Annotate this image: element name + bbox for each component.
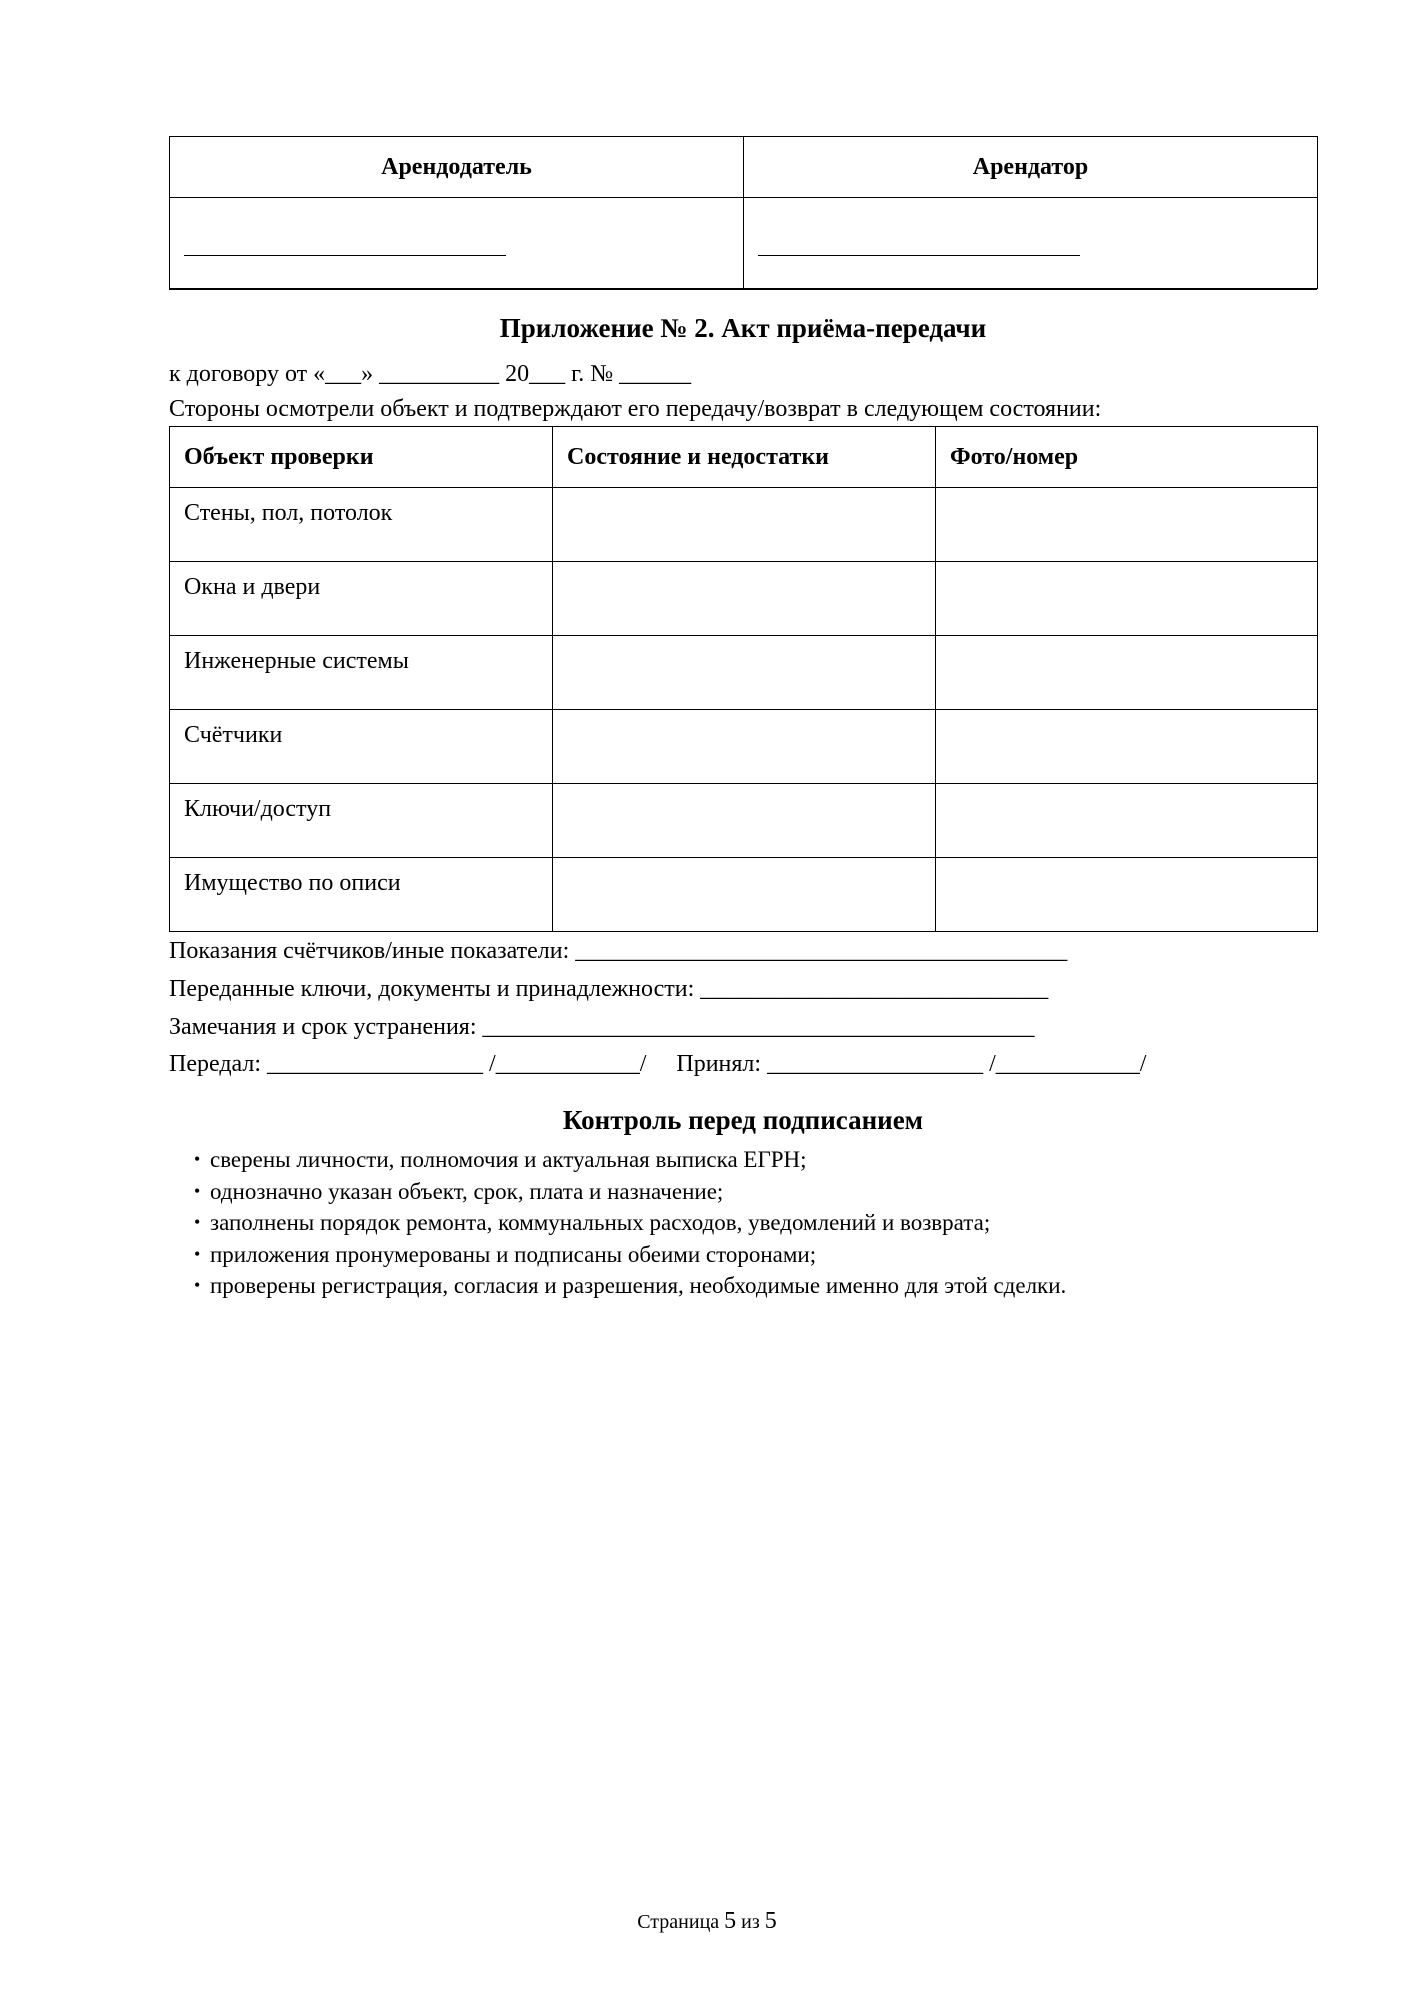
meter-readings-line: Показания счётчиков/иные показатели: _________________________________________: [169, 938, 1068, 964]
page-content: [169, 136, 1317, 1302]
row-condition-cell: [553, 784, 936, 858]
bullet-icon: •: [194, 1275, 201, 1295]
header-photo-number: Фото/номер: [936, 427, 1318, 488]
list-item: [194, 1144, 1317, 1176]
list-item: [194, 1270, 1317, 1302]
lessor-signature-cell: [170, 198, 744, 289]
row-photo-cell: [936, 562, 1318, 636]
row-photo-cell: [936, 710, 1318, 784]
header-inspection-object: Объект проверки: [170, 427, 553, 488]
annex-title: Приложение № 2. Акт приёма-передачи: [499, 313, 987, 343]
row-photo-cell: [936, 858, 1318, 932]
row-condition-cell: [553, 636, 936, 710]
bullet-icon: •: [194, 1212, 201, 1232]
lessor-header: Арендодатель: [170, 137, 744, 198]
header-condition-defects: Состояние и недостатки: [553, 427, 936, 488]
bullet-icon: •: [194, 1180, 201, 1201]
control-checklist: [169, 1144, 1317, 1302]
list-item-text: однозначно указан объект, срок, плата и назначение;: [210, 1178, 724, 1204]
inspection-table: [169, 426, 1318, 932]
lessor-signature-line: [184, 255, 506, 256]
row-object-label: Инженерные системы: [170, 636, 553, 710]
row-condition-cell: [553, 562, 936, 636]
list-item-text: заполнены порядок ремонта, коммунальных расходов, уведомлений и возврата;: [210, 1210, 991, 1235]
handover-signatures-line: Передал: __________________ /____________/ Принял: __________________ /____________/: [169, 1051, 1147, 1077]
table-row: [170, 636, 1318, 710]
list-item-text: сверены личности, полномочия и актуальная выписка ЕГРН;: [210, 1147, 807, 1172]
list-item-text: приложения пронумерованы и подписаны обеими сторонами;: [210, 1241, 817, 1267]
table-row: [170, 858, 1318, 932]
list-item-text: проверены регистрация, согласия и разрешения, необходимые именно для этой сделки.: [210, 1273, 1067, 1298]
inspection-table-header-row: [170, 427, 1318, 488]
row-photo-cell: [936, 488, 1318, 562]
footer-current-page: 5: [724, 1908, 737, 1934]
row-condition-cell: [553, 858, 936, 932]
lessee-header: Арендатор: [744, 137, 1318, 198]
table-bottom-rule: [169, 289, 1317, 290]
signature-table-header-row: [170, 137, 1318, 198]
row-object-label: Счётчики: [170, 710, 553, 784]
signature-table-row: [170, 198, 1318, 289]
list-item: [194, 1207, 1317, 1239]
bullet-icon: •: [194, 1243, 201, 1264]
table-row: [170, 710, 1318, 784]
control-title: Контроль перед подписанием: [562, 1105, 924, 1135]
inspection-intro: Стороны осмотрели объект и подтверждают его передачу/возврат в следующем состоянии:: [169, 396, 1102, 422]
table-row: [170, 562, 1318, 636]
contract-reference-line: к договору от «___» __________ 20___ г. № ______: [169, 361, 692, 387]
row-object-label: Ключи/доступ: [170, 784, 553, 858]
signature-table: [169, 136, 1318, 289]
bullet-icon: •: [194, 1149, 201, 1169]
table-row: [170, 784, 1318, 858]
row-object-label: Имущество по описи: [170, 858, 553, 932]
page-footer: [0, 1906, 1414, 1937]
handed-over-items-line: Переданные ключи, документы и принадлежности: _____________________________: [169, 976, 1049, 1002]
row-condition-cell: [553, 710, 936, 784]
list-item: [194, 1176, 1317, 1208]
row-condition-cell: [553, 488, 936, 562]
row-photo-cell: [936, 636, 1318, 710]
row-object-label: Окна и двери: [170, 562, 553, 636]
table-row: [170, 488, 1318, 562]
row-object-label: Стены, пол, потолок: [170, 488, 553, 562]
remarks-line: Замечания и срок устранения: ______________________________________________: [169, 1014, 1035, 1040]
lessee-signature-line: [758, 255, 1080, 256]
footer-total-pages: 5: [764, 1908, 777, 1934]
footer-page-middle: из: [741, 1911, 760, 1933]
row-photo-cell: [936, 784, 1318, 858]
list-item: [194, 1239, 1317, 1271]
lessee-signature-cell: [744, 198, 1318, 289]
footer-page-prefix: Страница: [637, 1911, 720, 1933]
